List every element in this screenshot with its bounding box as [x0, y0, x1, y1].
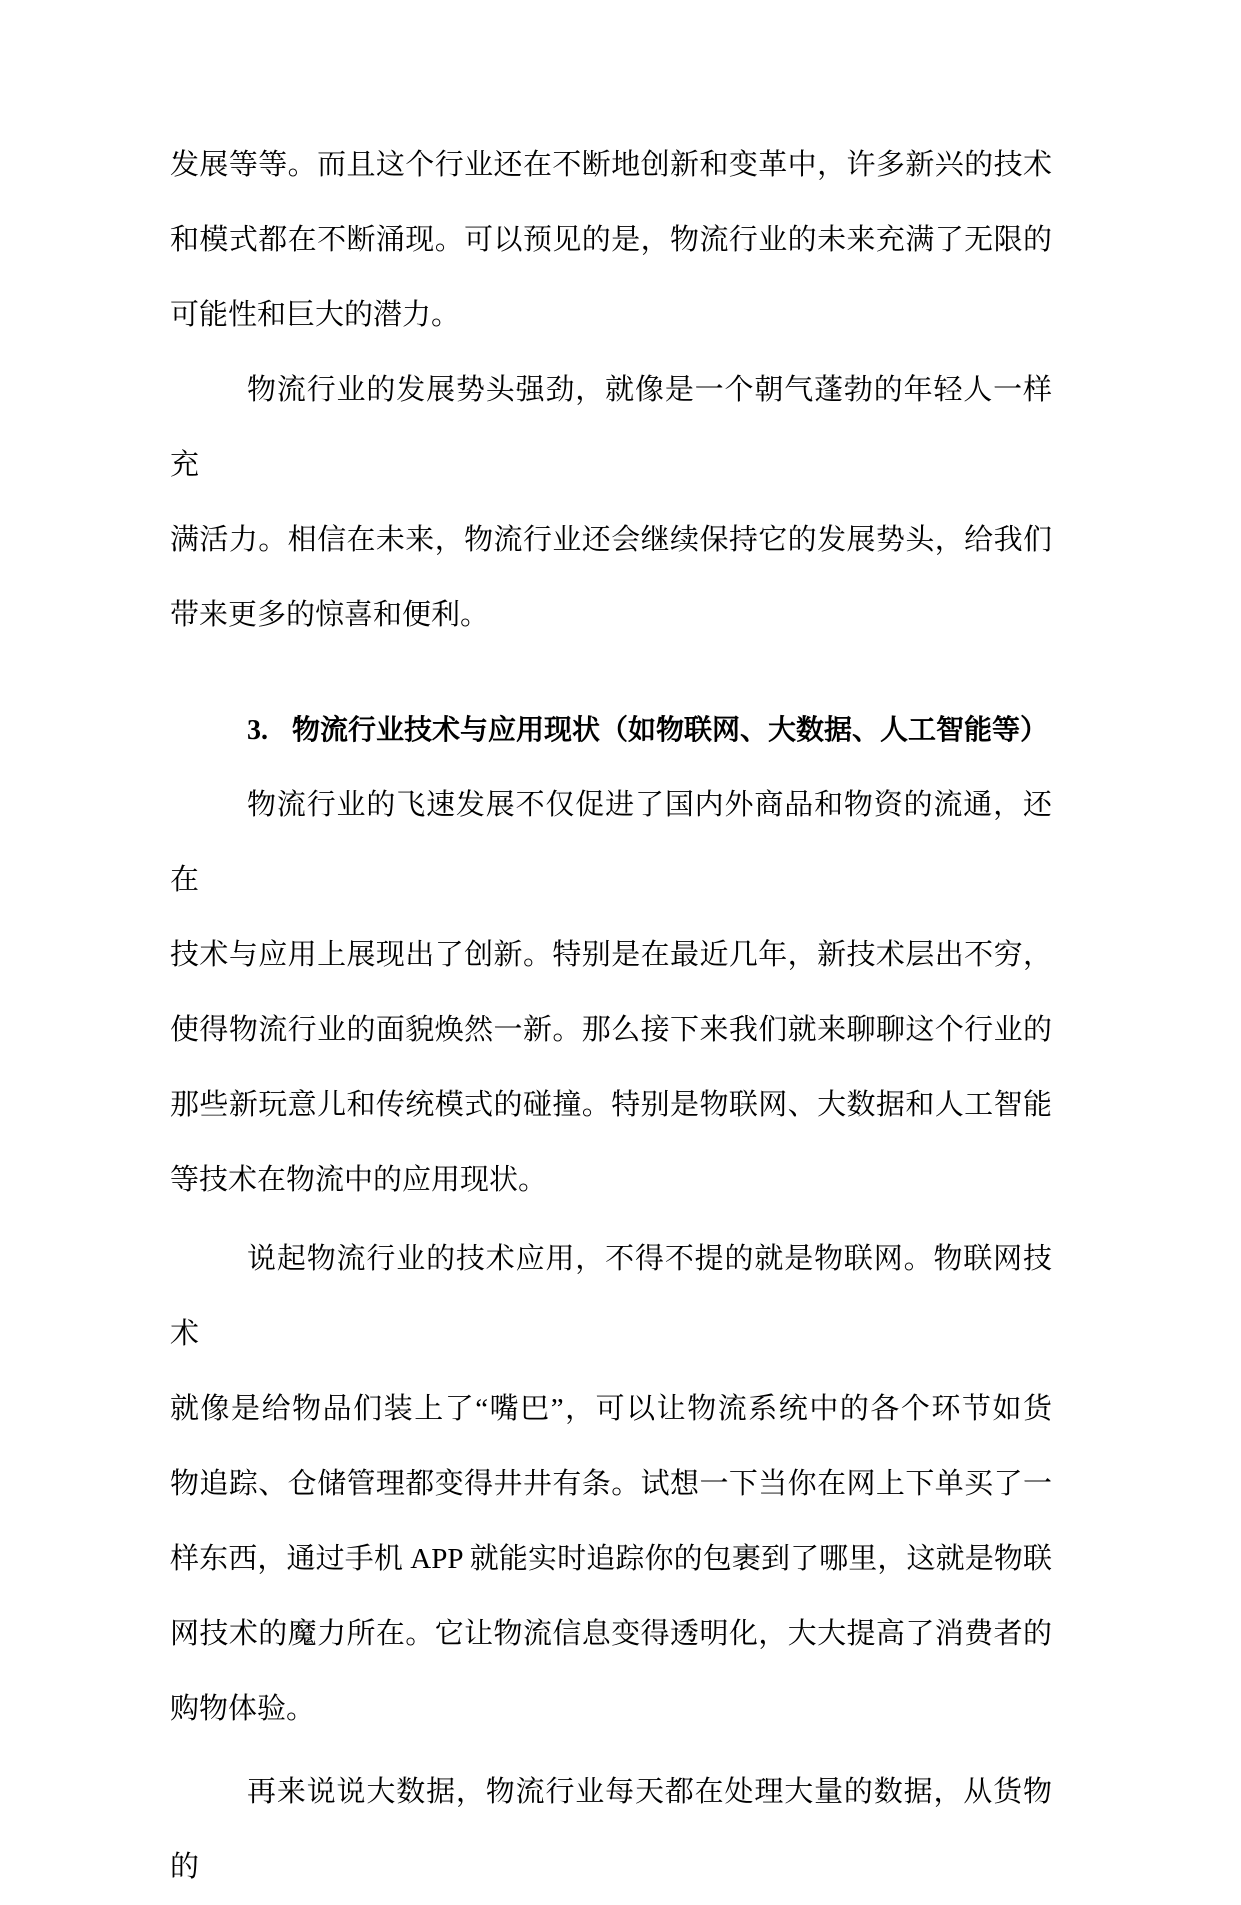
paragraph-3: [170, 768, 1052, 1218]
paragraph-4: [170, 1222, 1052, 1747]
text-line: 网技术的魔力所在。它让物流信息变得透明化，大大提高了消费者的: [170, 1618, 1052, 1650]
text-line: 带来更多的惊喜和便利。: [170, 599, 490, 631]
paragraph-2: [170, 353, 1052, 653]
text-line: 物流行业的发展势头强劲，就像是一个朝气蓬勃的年轻人一样充: [170, 374, 1052, 481]
heading-number: 3.: [247, 715, 268, 746]
text-line: 说起物流行业的技术应用，不得不提的就是物联网。物联网技术: [170, 1243, 1052, 1350]
text-line: 等技术在物流中的应用现状。: [170, 1164, 548, 1196]
text-line: 再来说说大数据，物流行业每天都在处理大量的数据，从货物的: [170, 1776, 1052, 1883]
text-line: 满活力。相信在未来，物流行业还会继续保持它的发展势头，给我们: [170, 524, 1052, 556]
text-line: 技术与应用上展现出了创新。特别是在最近几年，新技术层出不穷，: [170, 939, 1052, 971]
text-line: 就像是给物品们装上了“嘴巴”，可以让物流系统中的各个环节如货: [170, 1393, 1052, 1425]
text-line: 那些新玩意儿和传统模式的碰撞。特别是物联网、大数据和人工智能: [170, 1089, 1052, 1121]
section-heading: [170, 693, 1052, 768]
text-line: 发展等等。而且这个行业还在不断地创新和变革中，许多新兴的技术: [170, 149, 1052, 181]
text-line: 购物体验。: [170, 1693, 316, 1725]
text-line: 和模式都在不断涌现。可以预见的是，物流行业的未来充满了无限的: [170, 224, 1052, 256]
document-content: [170, 128, 1052, 1905]
text-line: 使得物流行业的面貌焕然一新。那么接下来我们就来聊聊这个行业的: [170, 1014, 1052, 1046]
paragraph-5: [170, 1755, 1052, 1905]
text-line: 可能性和巨大的潜力。: [170, 299, 461, 331]
text-line: 物流行业的飞速发展不仅促进了国内外商品和物资的流通，还在: [170, 789, 1052, 896]
text-line: 物追踪、仓储管理都变得井井有条。试想一下当你在网上下单买了一: [170, 1468, 1052, 1500]
heading-title: 物流行业技术与应用现状（如物联网、大数据、人工智能等）: [292, 715, 1049, 746]
paragraph-1: [170, 128, 1052, 353]
text-line: 样东西，通过手机 APP 就能实时追踪你的包裹到了哪里，这就是物联: [170, 1543, 1052, 1575]
